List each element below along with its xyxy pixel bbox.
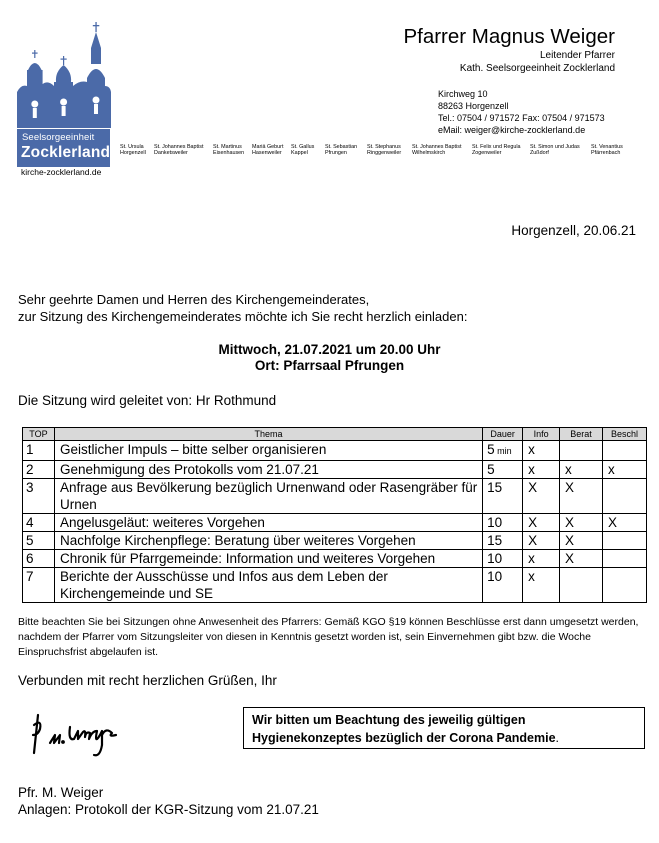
- kgo-note: Bitte beachten Sie bei Sitzungen ohne Anwesenheit des Pfarrers: Gemäß KGO §19 können Beschlüsse erst dann umgesetzt werden, nachdem der Pfarrer vom Sitzungsleiter von diesen in Kenntnis gesetzt worden ist, sein Einvernehmen gibt bzw. die Woche Einspruchsfrist abgelaufen ist.: [18, 616, 639, 658]
- meeting-place: Ort: Pfarrsaal Pfrungen: [254, 358, 405, 373]
- parish-item: Mariä Geburt Hasenweiler: [252, 144, 284, 157]
- parish-item: St. Johannes Baptist Wilhelmskirch: [412, 144, 462, 157]
- address-street: Kirchweg 10: [438, 89, 488, 99]
- parish-item: St. Ursula Horgenzell: [120, 144, 146, 157]
- hygiene-notice-box: Wir bitten um Beachtung des jeweilig gültigen Hygienekonzeptes bezüglich der Corona Pandemie.: [243, 707, 645, 749]
- address-phone: Tel.: 07504 / 971572 Fax: 07504 / 971573: [438, 113, 605, 123]
- header-top: TOP: [23, 428, 55, 441]
- parish-item: St. Venantius Pfärrenbach: [591, 144, 623, 157]
- sender-address: [438, 88, 605, 136]
- church-logo-icon: [17, 22, 111, 128]
- agenda-header-row: [23, 428, 647, 441]
- table-row: 4 Angelusgeläut: weiteres Vorgehen 10 X X X: [23, 514, 647, 532]
- signer-name: Pfr. M. Weiger: [18, 785, 104, 800]
- header-info: Info: [523, 428, 560, 441]
- salutation: Sehr geehrte Damen und Herren des Kirchengemeinderates, zur Sitzung des Kirchengemeinderates möchte ich Sie recht herzlich einladen:: [18, 292, 468, 324]
- header-berat: Berat: [560, 428, 603, 441]
- parish-item: St. Simon und Judas Zußdorf: [530, 144, 580, 157]
- meeting-leader: Die Sitzung wird geleitet von: Hr Rothmund: [18, 393, 277, 408]
- letter-date: Horgenzell, 20.06.21: [511, 223, 636, 238]
- sender-unit: Kath. Seelsorgeeinheit Zocklerland: [459, 63, 615, 74]
- parish-item: St. Gallus Kappel: [291, 144, 315, 157]
- agenda-table: [22, 427, 647, 603]
- header-dauer: Dauer: [483, 428, 523, 441]
- address-city: 88263 Horgenzell: [438, 101, 509, 111]
- attachments: Anlagen: Protokoll der KGR-Sitzung vom 21.07.21: [18, 802, 319, 817]
- meeting-info: [0, 342, 659, 374]
- header-thema: Thema: [54, 428, 482, 441]
- parish-item: St. Martinus Eisenhausen: [213, 144, 245, 157]
- logo-line1: Seelsorgeeinheit: [22, 132, 95, 143]
- meeting-date: Mittwoch, 21.07.2021 um 20.00 Uhr: [218, 342, 441, 357]
- table-row: 1 Geistlicher Impuls – bitte selber organisieren 5 min x: [23, 441, 647, 461]
- parish-item: St. Felix und Regula Zogenweiler: [472, 144, 521, 157]
- table-row: 2 Genehmigung des Protokolls vom 21.07.21 5 x x x: [23, 461, 647, 479]
- sender-name: Pfarrer Magnus Weiger: [403, 25, 615, 48]
- parish-item: St. Sebastian Pfrungen: [325, 144, 358, 157]
- parish-list: [120, 144, 650, 157]
- sender-role: Leitender Pfarrer: [539, 50, 615, 61]
- parish-item: St. Stephanus Ringgenweiler: [367, 144, 402, 157]
- parish-item: St. Johannes Baptist Danketsweiler: [154, 144, 204, 157]
- table-row: 7 Berichte der Ausschüsse und Infos aus dem Leben der Kirchengemeinde und SE 10 x: [23, 568, 647, 603]
- table-row: 6 Chronik für Pfarrgemeinde: Information und weiteres Vorgehen 10 x X: [23, 550, 647, 568]
- header-beschl: Beschl: [602, 428, 646, 441]
- table-row: 5 Nachfolge Kirchenpflege: Beratung über weiteres Vorgehen 15 X X: [23, 532, 647, 550]
- logo-line2: Zocklerland: [21, 144, 111, 161]
- logo-box: [17, 129, 110, 167]
- table-row: 3 Anfrage aus Bevölkerung bezüglich Urnenwand oder Rasengräber für Urnen 15 X X: [23, 479, 647, 514]
- closing-regards: Verbunden mit recht herzlichen Grüßen, Ihr: [18, 673, 277, 688]
- signature-icon: [30, 705, 160, 765]
- address-email[interactable]: eMail: weiger@kirche-zocklerland.de: [438, 125, 586, 135]
- logo-url[interactable]: kirche-zocklerland.de: [21, 167, 102, 177]
- hygiene-notice: Wir bitten um Beachtung des jeweilig gültigen Hygienekonzeptes bezüglich der Corona Pandemie: [252, 713, 556, 745]
